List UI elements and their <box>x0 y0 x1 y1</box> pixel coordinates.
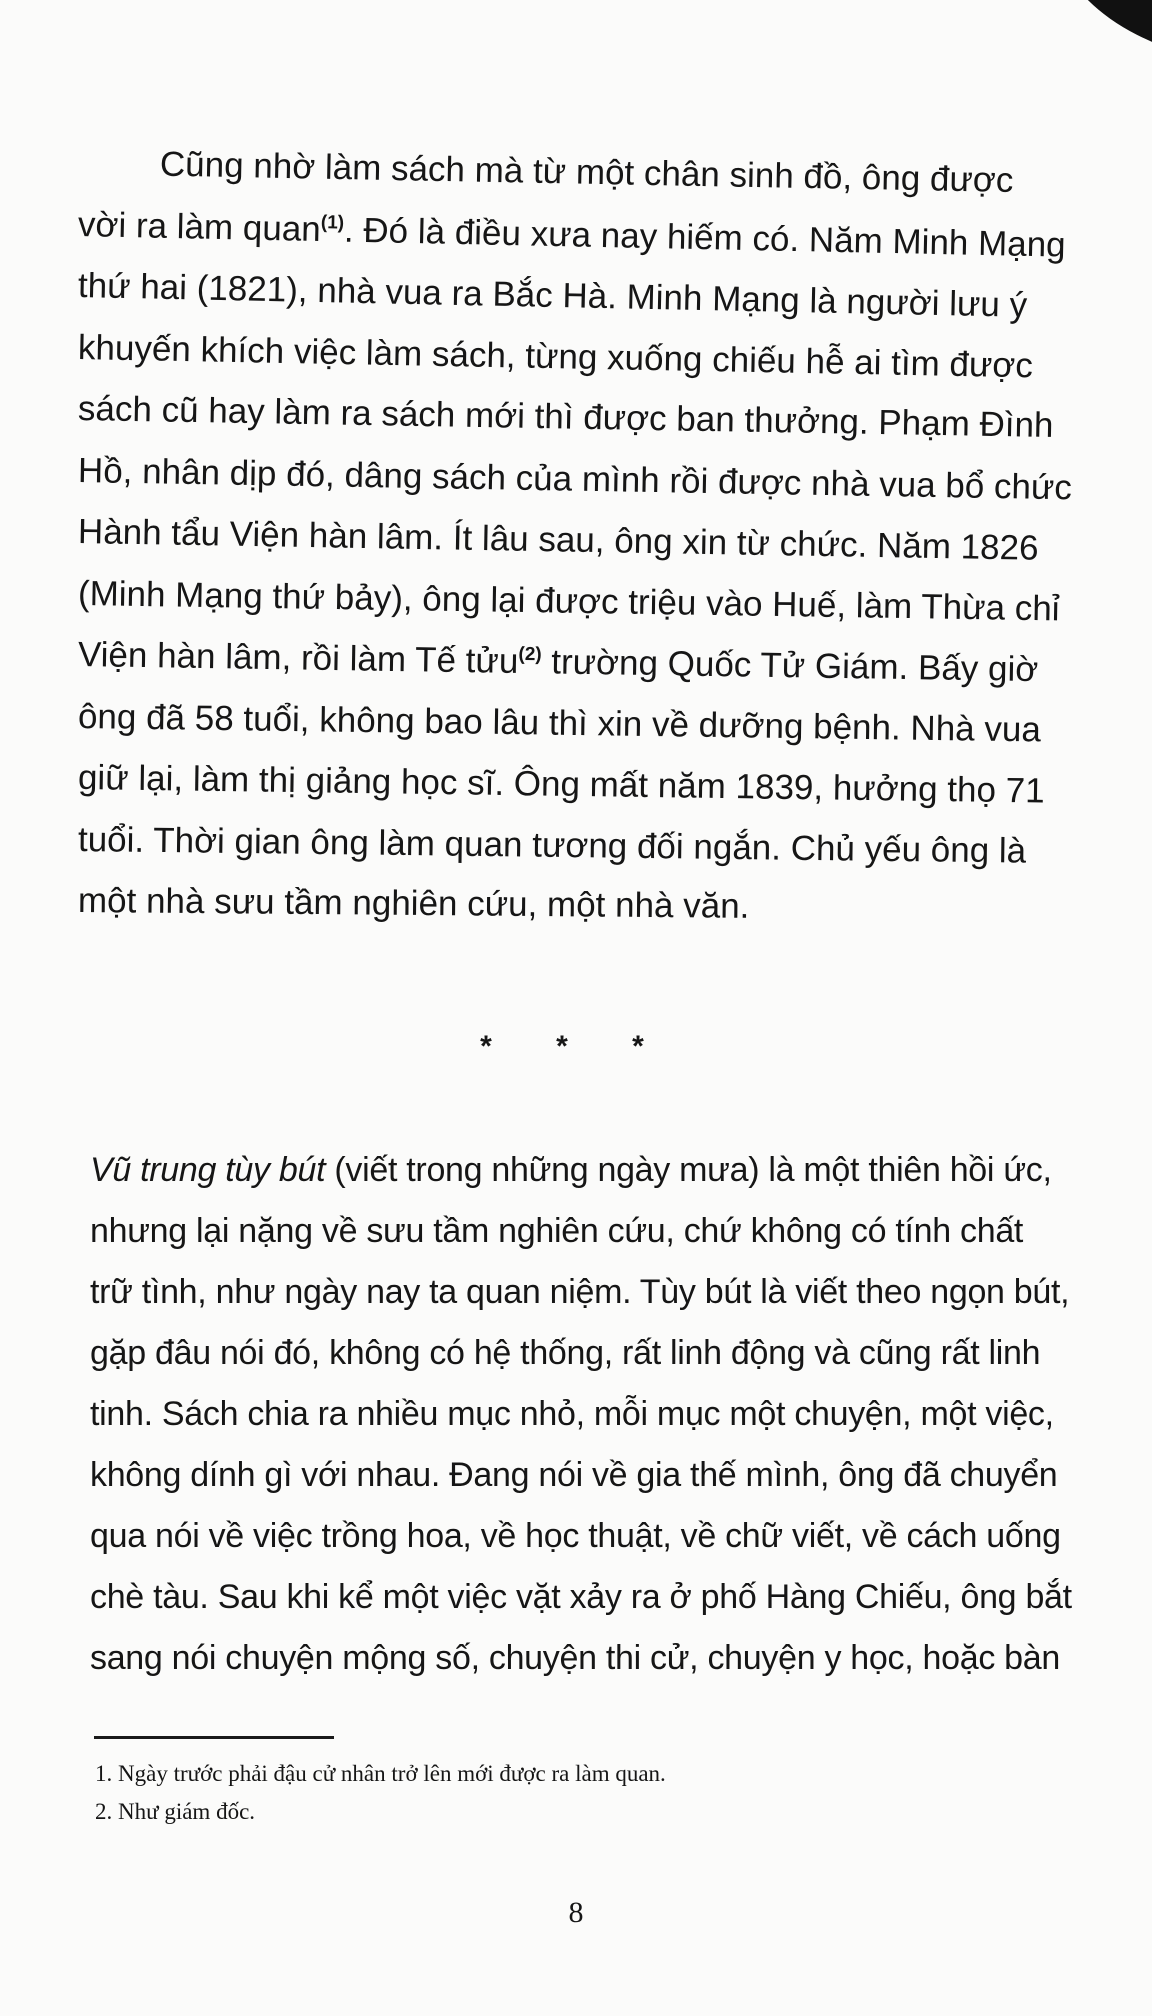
text-line: tinh. Sách chia ra nhiều mục nhỏ, mỗi mục một chuyện, một việc, <box>90 1395 1054 1433</box>
text-line: vời ra làm quan$^{(1)}$. Đó là điều xưa nay hiếm có. Năm Minh Mạng <box>77 204 1067 265</box>
page-corner-shadow <box>1032 0 1152 56</box>
footnote-2: 2. Như giám đốc. <box>95 1799 256 1824</box>
footnote-divider <box>94 1736 334 1739</box>
text-line: Hành tẩu Viện hàn lâm. Ít lâu sau, ông xin từ chức. Năm 1826 <box>77 512 1039 568</box>
page-number: 8 <box>568 1896 584 1929</box>
text-line: sách cũ hay làm ra sách mới thì được ban thưởng. Phạm Đình <box>77 389 1054 446</box>
text-line: giữ lại, làm thị giảng học sĩ. Ông mất năm 1839, hưởng thọ 71 <box>77 758 1045 811</box>
text-line: Hồ, nhân dịp đó, dâng sách của mình rồi được nhà vua bổ chức <box>77 450 1073 507</box>
text-line: khuyến khích việc làm sách, từng xuống chiếu hễ ai tìm được <box>77 327 1034 385</box>
text-line: trữ tình, như ngày nay ta quan niệm. Tùy bút là viết theo ngọn bút, <box>90 1273 1070 1311</box>
section-separator: * * * <box>480 1030 672 1063</box>
text-line: ông đã 58 tuổi, không bao lâu thì xin về dưỡng bệnh. Nhà vua <box>77 696 1042 749</box>
text-line: Cũng nhờ làm sách mà từ một chân sinh đồ, ông được <box>159 144 1014 200</box>
text-line: tuổi. Thời gian ông làm quan tương đối ngắn. Chủ yếu ông là <box>77 819 1027 871</box>
text-line: chè tàu. Sau khi kể một việc vặt xảy ra ở phố Hàng Chiếu, ông bắt <box>90 1578 1072 1616</box>
text-line: Viện hàn lâm, rồi làm Tế tửu$^{(2)}$ trường Quốc Tử Giám. Bấy giờ <box>77 635 1039 690</box>
text-line: Vũ trung tùy bút (viết trong những ngày mưa) là một thiên hồi ức, <box>90 1151 1052 1189</box>
text-line: thứ hai (1821), nhà vua ra Bắc Hà. Minh Mạng là người lưu ý <box>77 266 1028 325</box>
footnote-ref-2: (2) <box>518 643 542 666</box>
text-line: một nhà sưu tầm nghiên cứu, một nhà văn. <box>77 881 750 926</box>
footnotes <box>95 1755 995 1831</box>
text-line: (Minh Mạng thứ bảy), ông lại được triệu vào Huế, làm Thừa chỉ <box>77 573 1060 628</box>
text-line: gặp đâu nói đó, không có hệ thống, rất linh động và cũng rất linh <box>90 1334 1041 1372</box>
text-line: sang nói chuyện mộng số, chuyện thi cử, chuyện y học, hoặc bàn <box>90 1639 1061 1677</box>
text-line: không dính gì với nhau. Đang nói về gia thế mình, ông đã chuyển <box>90 1456 1058 1494</box>
book-title: Vũ trung tùy bút <box>90 1151 326 1189</box>
text-line: nhưng lại nặng về sưu tầm nghiên cứu, chứ không có tính chất <box>90 1212 1024 1250</box>
paragraph-1 <box>77 132 1073 932</box>
footnote-ref-1: (1) <box>320 211 345 234</box>
footnote-1: 1. Ngày trước phải đậu cử nhân trở lên mới được ra làm quan. <box>95 1761 666 1786</box>
text-line: qua nói về việc trồng hoa, về học thuật, về chữ viết, về cách uống <box>90 1517 1061 1555</box>
paragraph-2 <box>90 1140 1072 1689</box>
